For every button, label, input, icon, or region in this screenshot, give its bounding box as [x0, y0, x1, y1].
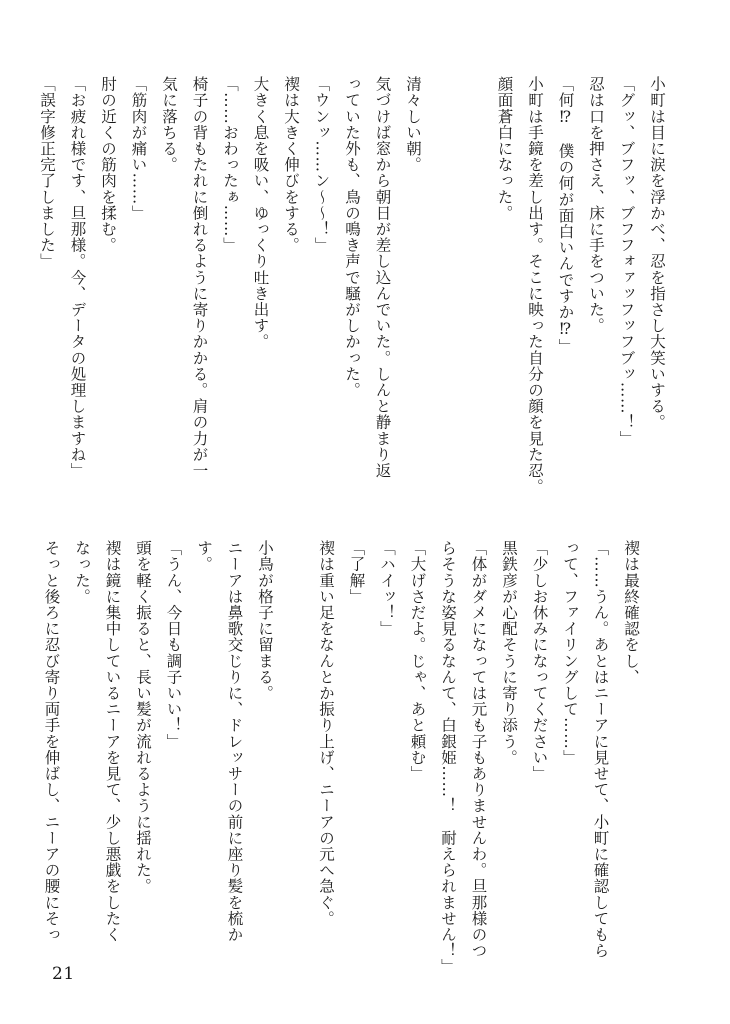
text-line: 気づけば窓から朝日が差し込んでいた。しんと静まり返 — [373, 76, 392, 479]
text-line: 清々しい朝。 — [404, 76, 422, 173]
text-line: っていた外も、鳥の鳴き声で騒がしかった。 — [343, 76, 361, 398]
blank-line — [280, 540, 311, 980]
text-line: 「誤字修正完了しました」 — [38, 76, 56, 270]
text-line: らそうな姿見るなんて、白銀姫……！ 耐えられません！」 — [439, 540, 457, 975]
text-block-top — [32, 76, 673, 508]
text-line: 「何⁉ 僕の何が面白いんですか⁉」 — [556, 76, 575, 355]
text-line: 忍は口を押さえ、床に手をついた。 — [587, 76, 605, 334]
text-line: 「ハイッ！」 — [378, 540, 396, 637]
text-line: 「……うん。あとはニーアに見せて、小町に確認してもら — [591, 540, 610, 959]
text-line: 禊は最終確認をし、 — [622, 540, 640, 685]
text-line: 大きく息を吸い、ゆっくり吐き出す。 — [251, 76, 270, 350]
text-line: 「了解」 — [347, 540, 366, 605]
text-line: 黒鉄彦が心配そうに寄り添う。 — [500, 540, 518, 766]
text-line: 小鳥が格子に留まる。 — [256, 540, 274, 701]
text-line: 「筋肉が痛い……」 — [129, 76, 148, 221]
text-line: 「グッ、ブフッ、ブフフォァッフッフブッ……！」 — [617, 76, 636, 447]
text-line: 「お疲れ様です、旦那様。今、データの処理しますね」 — [68, 76, 87, 479]
page-number: 21 — [52, 964, 75, 984]
text-block-bottom — [36, 540, 646, 980]
text-line: ニーアは鼻歌交じりに、ドレッサーの前に座り髪を梳か — [225, 540, 244, 943]
text-line: って、ファイリングして……」 — [561, 540, 579, 766]
text-line: 頭を軽く振ると、長い髪が流れるように揺れた。 — [134, 540, 152, 895]
text-line: 「……おわったぁ……」 — [221, 76, 239, 254]
text-line: 小町は目に涙を浮かべ、忍を指さし大笑いする。 — [648, 76, 666, 431]
text-line: 肘の近くの筋肉を揉む。 — [99, 76, 117, 254]
text-line: 「少しお休みになってください」 — [530, 540, 549, 782]
text-line: 禊は重い足をなんとか振り上げ、ニーアの元へ急ぐ。 — [317, 540, 335, 927]
text-line: 「ウンッ……ン〜〜！」 — [312, 76, 331, 254]
text-line: す。 — [195, 540, 213, 573]
text-line: 「うん、今日も調子いい！」 — [164, 540, 183, 750]
text-line: なった。 — [73, 540, 91, 605]
text-line: 顔面蒼白になった。 — [495, 76, 514, 221]
blank-line — [459, 76, 490, 508]
text-line: 「体がダメになっては元も子もありませんわ。旦那様のつ — [469, 540, 488, 959]
blank-line — [428, 76, 459, 508]
text-line: 「大げさだよ。じゃ、あと頼む」 — [408, 540, 427, 782]
text-line: 椅子の背もたれに倒れるように寄りかかる。肩の力が一 — [190, 76, 209, 479]
text-line: そっと後ろに忍び寄り両手を伸ばし、ニーアの腰にそっ — [42, 540, 61, 943]
text-line: 禊は大きく伸びをする。 — [282, 76, 300, 254]
text-line: 気に落ちる。 — [160, 76, 178, 173]
text-line: 禊は鏡に集中しているニーアを見て、少し悪戯をしたく — [103, 540, 122, 943]
text-line: 小町は手鏡を差し出す。そこに映った自分の顔を見た忍。 — [526, 76, 544, 495]
